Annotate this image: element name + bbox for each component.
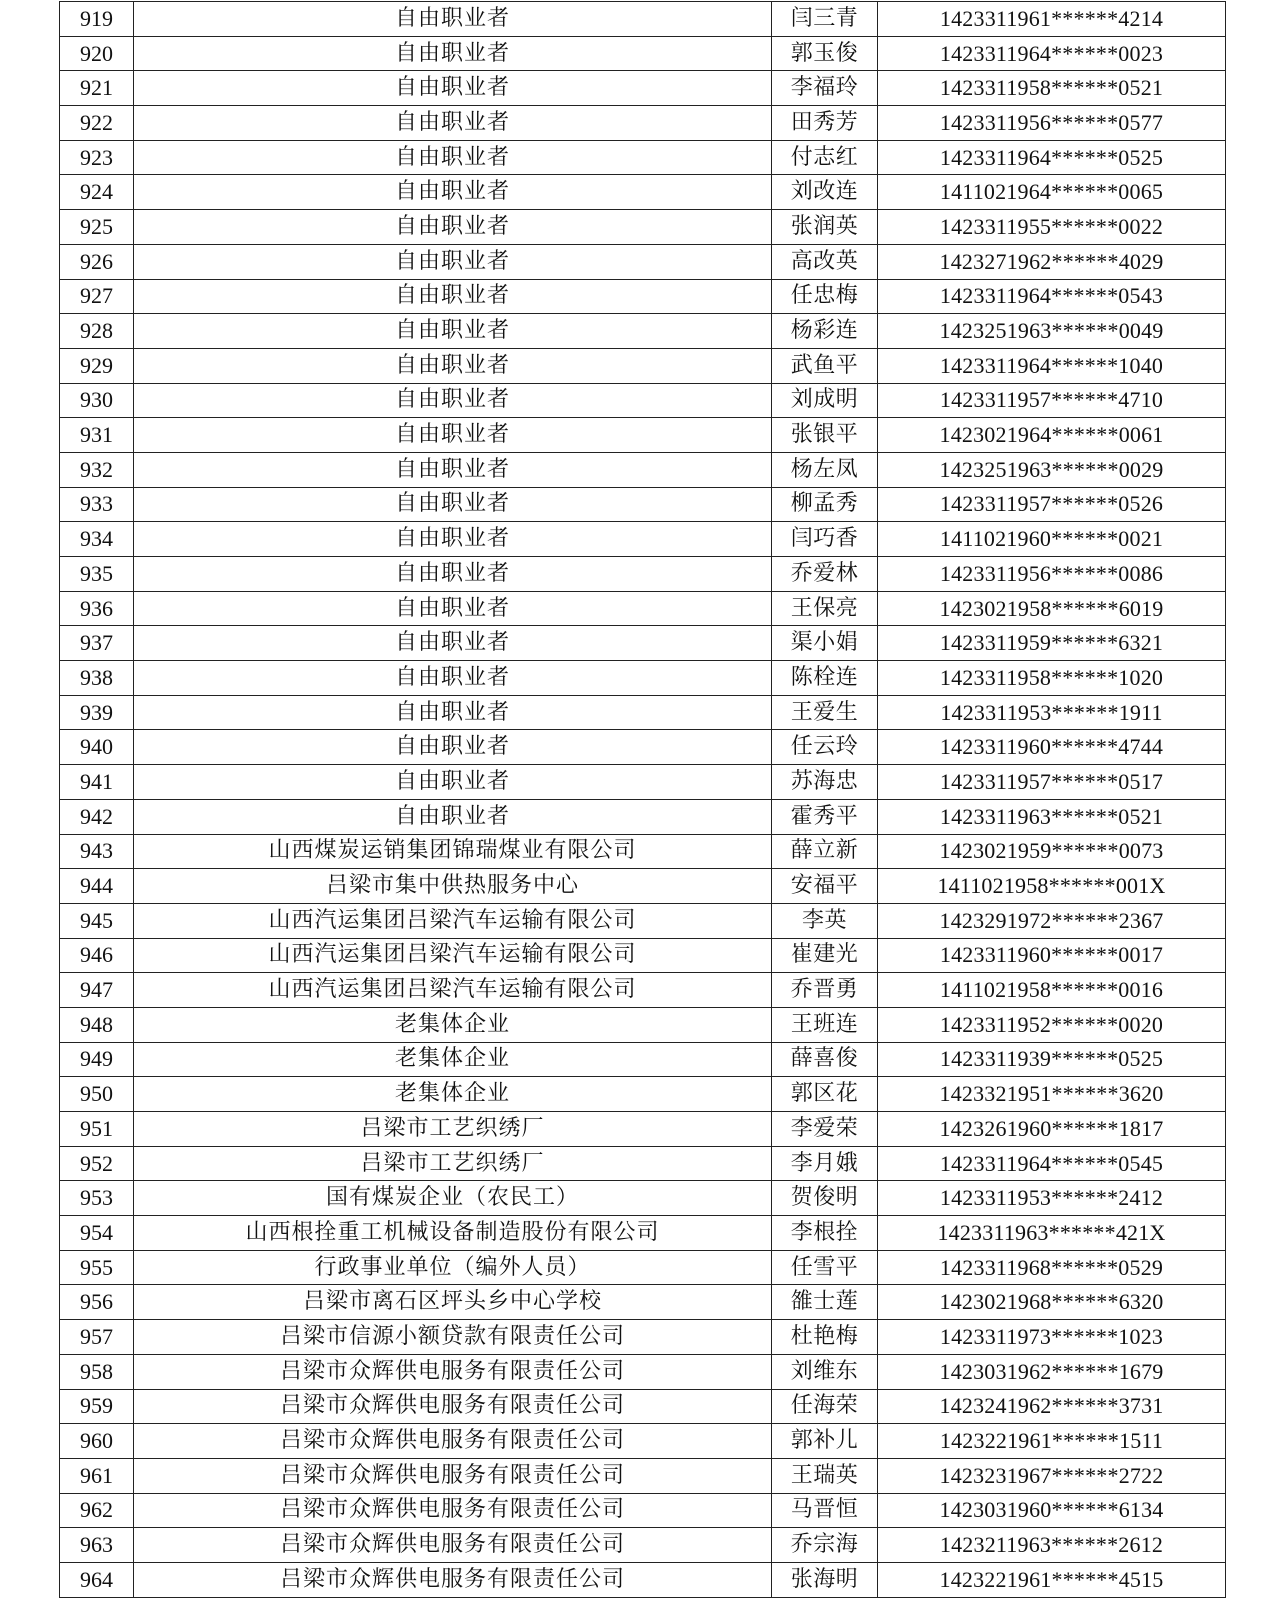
employer-cell: 自由职业者 <box>134 279 772 314</box>
table-row <box>60 626 1226 661</box>
employer-cell: 吕梁市众辉供电服务有限责任公司 <box>134 1424 772 1459</box>
person-name-cell: 乔宗海 <box>772 1528 878 1563</box>
table-row <box>60 1389 1226 1424</box>
row-number-cell: 963 <box>60 1528 134 1563</box>
table-row <box>60 1007 1226 1042</box>
id-number-cell: 1423241962******3731 <box>878 1389 1226 1424</box>
employer-cell: 老集体企业 <box>134 1007 772 1042</box>
row-number-cell: 955 <box>60 1250 134 1285</box>
person-name-cell: 贺俊明 <box>772 1181 878 1216</box>
id-number-cell: 1423311961******4214 <box>878 2 1226 37</box>
person-name-cell: 任雪平 <box>772 1250 878 1285</box>
table-row <box>60 1424 1226 1459</box>
id-number-cell: 1423021964******0061 <box>878 418 1226 453</box>
row-number-cell: 950 <box>60 1077 134 1112</box>
roster-table-body <box>60 2 1226 1598</box>
row-number-cell: 942 <box>60 799 134 834</box>
employer-cell: 自由职业者 <box>134 730 772 765</box>
id-number-cell: 1423311964******0545 <box>878 1146 1226 1181</box>
table-row <box>60 487 1226 522</box>
employer-cell: 吕梁市众辉供电服务有限责任公司 <box>134 1562 772 1597</box>
row-number-cell: 945 <box>60 903 134 938</box>
person-name-cell: 杜艳梅 <box>772 1320 878 1355</box>
row-number-cell: 924 <box>60 175 134 210</box>
id-number-cell: 1423311952******0020 <box>878 1007 1226 1042</box>
employer-cell: 吕梁市工艺织绣厂 <box>134 1112 772 1147</box>
table-row <box>60 1250 1226 1285</box>
person-name-cell: 雒士莲 <box>772 1285 878 1320</box>
row-number-cell: 951 <box>60 1112 134 1147</box>
table-row <box>60 1042 1226 1077</box>
table-row <box>60 2 1226 37</box>
id-number-cell: 1423311968******0529 <box>878 1250 1226 1285</box>
id-number-cell: 1423221961******4515 <box>878 1562 1226 1597</box>
row-number-cell: 947 <box>60 973 134 1008</box>
person-name-cell: 安福平 <box>772 869 878 904</box>
employer-cell: 自由职业者 <box>134 418 772 453</box>
person-name-cell: 张润英 <box>772 210 878 245</box>
person-name-cell: 李福玲 <box>772 71 878 106</box>
table-row <box>60 661 1226 696</box>
row-number-cell: 940 <box>60 730 134 765</box>
table-row <box>60 1493 1226 1528</box>
id-number-cell: 1423311973******1023 <box>878 1320 1226 1355</box>
employer-cell: 自由职业者 <box>134 210 772 245</box>
person-name-cell: 渠小娟 <box>772 626 878 661</box>
person-name-cell: 闫三青 <box>772 2 878 37</box>
employer-cell: 山西煤炭运销集团锦瑞煤业有限公司 <box>134 834 772 869</box>
id-number-cell: 1423211963******2612 <box>878 1528 1226 1563</box>
employer-cell: 自由职业者 <box>134 175 772 210</box>
table-row <box>60 418 1226 453</box>
id-number-cell: 1423311964******1040 <box>878 348 1226 383</box>
row-number-cell: 939 <box>60 695 134 730</box>
table-row <box>60 834 1226 869</box>
row-number-cell: 964 <box>60 1562 134 1597</box>
table-row <box>60 140 1226 175</box>
id-number-cell: 1423311963******0521 <box>878 799 1226 834</box>
table-row <box>60 1216 1226 1251</box>
table-row <box>60 1112 1226 1147</box>
row-number-cell: 922 <box>60 106 134 141</box>
employer-cell: 自由职业者 <box>134 140 772 175</box>
table-row <box>60 383 1226 418</box>
row-number-cell: 944 <box>60 869 134 904</box>
id-number-cell: 1423311964******0023 <box>878 36 1226 71</box>
row-number-cell: 938 <box>60 661 134 696</box>
row-number-cell: 930 <box>60 383 134 418</box>
employer-cell: 自由职业者 <box>134 71 772 106</box>
person-name-cell: 李英 <box>772 903 878 938</box>
row-number-cell: 943 <box>60 834 134 869</box>
person-name-cell: 郭区花 <box>772 1077 878 1112</box>
employer-cell: 吕梁市众辉供电服务有限责任公司 <box>134 1389 772 1424</box>
person-name-cell: 付志红 <box>772 140 878 175</box>
employer-cell: 自由职业者 <box>134 695 772 730</box>
id-number-cell: 1423031960******6134 <box>878 1493 1226 1528</box>
row-number-cell: 926 <box>60 244 134 279</box>
table-row <box>60 522 1226 557</box>
table-row <box>60 799 1226 834</box>
table-row <box>60 1562 1226 1597</box>
id-number-cell: 1423311956******0086 <box>878 557 1226 592</box>
id-number-cell: 1411021958******001X <box>878 869 1226 904</box>
row-number-cell: 959 <box>60 1389 134 1424</box>
id-number-cell: 1423311964******0525 <box>878 140 1226 175</box>
employer-cell: 老集体企业 <box>134 1042 772 1077</box>
table-row <box>60 903 1226 938</box>
row-number-cell: 920 <box>60 36 134 71</box>
row-number-cell: 932 <box>60 452 134 487</box>
row-number-cell: 937 <box>60 626 134 661</box>
employer-cell: 山西汽运集团吕梁汽车运输有限公司 <box>134 903 772 938</box>
id-number-cell: 1423311958******1020 <box>878 661 1226 696</box>
person-name-cell: 崔建光 <box>772 938 878 973</box>
row-number-cell: 952 <box>60 1146 134 1181</box>
person-name-cell: 柳孟秀 <box>772 487 878 522</box>
person-name-cell: 杨左凤 <box>772 452 878 487</box>
employer-cell: 自由职业者 <box>134 661 772 696</box>
id-number-cell: 1423311959******6321 <box>878 626 1226 661</box>
id-number-cell: 1423221961******1511 <box>878 1424 1226 1459</box>
table-row <box>60 1528 1226 1563</box>
employer-cell: 自由职业者 <box>134 452 772 487</box>
id-number-cell: 1423311957******4710 <box>878 383 1226 418</box>
id-number-cell: 1423311957******0517 <box>878 765 1226 800</box>
employer-cell: 吕梁市离石区坪头乡中心学校 <box>134 1285 772 1320</box>
table-row <box>60 452 1226 487</box>
row-number-cell: 958 <box>60 1354 134 1389</box>
id-number-cell: 1423031962******1679 <box>878 1354 1226 1389</box>
employer-cell: 吕梁市集中供热服务中心 <box>134 869 772 904</box>
row-number-cell: 919 <box>60 2 134 37</box>
row-number-cell: 948 <box>60 1007 134 1042</box>
id-number-cell: 1423311957******0526 <box>878 487 1226 522</box>
person-name-cell: 霍秀平 <box>772 799 878 834</box>
id-number-cell: 1423321951******3620 <box>878 1077 1226 1112</box>
employer-cell: 吕梁市众辉供电服务有限责任公司 <box>134 1458 772 1493</box>
person-name-cell: 乔晋勇 <box>772 973 878 1008</box>
id-number-cell: 1423311963******421X <box>878 1216 1226 1251</box>
row-number-cell: 929 <box>60 348 134 383</box>
table-row <box>60 314 1226 349</box>
table-row <box>60 869 1226 904</box>
row-number-cell: 957 <box>60 1320 134 1355</box>
person-name-cell: 闫巧香 <box>772 522 878 557</box>
row-number-cell: 941 <box>60 765 134 800</box>
id-number-cell: 1423021968******6320 <box>878 1285 1226 1320</box>
table-row <box>60 1181 1226 1216</box>
table-row <box>60 348 1226 383</box>
person-name-cell: 郭玉俊 <box>772 36 878 71</box>
table-row <box>60 36 1226 71</box>
person-name-cell: 任云玲 <box>772 730 878 765</box>
id-number-cell: 1423261960******1817 <box>878 1112 1226 1147</box>
employer-cell: 吕梁市信源小额贷款有限责任公司 <box>134 1320 772 1355</box>
row-number-cell: 949 <box>60 1042 134 1077</box>
person-name-cell: 李爱荣 <box>772 1112 878 1147</box>
roster-table <box>59 1 1226 1598</box>
employer-cell: 吕梁市众辉供电服务有限责任公司 <box>134 1528 772 1563</box>
table-row <box>60 175 1226 210</box>
employer-cell: 自由职业者 <box>134 383 772 418</box>
id-number-cell: 1423251963******0049 <box>878 314 1226 349</box>
person-name-cell: 武鱼平 <box>772 348 878 383</box>
employer-cell: 自由职业者 <box>134 626 772 661</box>
table-row <box>60 1146 1226 1181</box>
employer-cell: 山西汽运集团吕梁汽车运输有限公司 <box>134 973 772 1008</box>
table-row <box>60 1354 1226 1389</box>
id-number-cell: 1411021958******0016 <box>878 973 1226 1008</box>
row-number-cell: 925 <box>60 210 134 245</box>
id-number-cell: 1423311939******0525 <box>878 1042 1226 1077</box>
person-name-cell: 张银平 <box>772 418 878 453</box>
row-number-cell: 928 <box>60 314 134 349</box>
id-number-cell: 1423291972******2367 <box>878 903 1226 938</box>
person-name-cell: 王班连 <box>772 1007 878 1042</box>
id-number-cell: 1423271962******4029 <box>878 244 1226 279</box>
id-number-cell: 1423311953******2412 <box>878 1181 1226 1216</box>
person-name-cell: 刘成明 <box>772 383 878 418</box>
employer-cell: 自由职业者 <box>134 591 772 626</box>
table-row <box>60 557 1226 592</box>
employer-cell: 自由职业者 <box>134 2 772 37</box>
person-name-cell: 郭补儿 <box>772 1424 878 1459</box>
employer-cell: 山西汽运集团吕梁汽车运输有限公司 <box>134 938 772 973</box>
id-number-cell: 1411021960******0021 <box>878 522 1226 557</box>
person-name-cell: 薛立新 <box>772 834 878 869</box>
row-number-cell: 956 <box>60 1285 134 1320</box>
row-number-cell: 935 <box>60 557 134 592</box>
person-name-cell: 任忠梅 <box>772 279 878 314</box>
row-number-cell: 923 <box>60 140 134 175</box>
id-number-cell: 1423311956******0577 <box>878 106 1226 141</box>
employer-cell: 自由职业者 <box>134 799 772 834</box>
id-number-cell: 1423311964******0543 <box>878 279 1226 314</box>
employer-cell: 自由职业者 <box>134 36 772 71</box>
person-name-cell: 王保亮 <box>772 591 878 626</box>
person-name-cell: 杨彩连 <box>772 314 878 349</box>
employer-cell: 自由职业者 <box>134 348 772 383</box>
id-number-cell: 1423021958******6019 <box>878 591 1226 626</box>
row-number-cell: 962 <box>60 1493 134 1528</box>
row-number-cell: 927 <box>60 279 134 314</box>
table-row <box>60 1285 1226 1320</box>
employer-cell: 老集体企业 <box>134 1077 772 1112</box>
employer-cell: 吕梁市众辉供电服务有限责任公司 <box>134 1354 772 1389</box>
person-name-cell: 刘改连 <box>772 175 878 210</box>
table-row <box>60 695 1226 730</box>
employer-cell: 自由职业者 <box>134 106 772 141</box>
employer-cell: 行政事业单位（编外人员） <box>134 1250 772 1285</box>
table-row <box>60 938 1226 973</box>
person-name-cell: 刘维东 <box>772 1354 878 1389</box>
employer-cell: 自由职业者 <box>134 487 772 522</box>
employer-cell: 自由职业者 <box>134 557 772 592</box>
id-number-cell: 1423231967******2722 <box>878 1458 1226 1493</box>
employer-cell: 吕梁市工艺织绣厂 <box>134 1146 772 1181</box>
person-name-cell: 张海明 <box>772 1562 878 1597</box>
row-number-cell: 946 <box>60 938 134 973</box>
row-number-cell: 931 <box>60 418 134 453</box>
id-number-cell: 1423251963******0029 <box>878 452 1226 487</box>
id-number-cell: 1423311960******0017 <box>878 938 1226 973</box>
table-row <box>60 106 1226 141</box>
person-name-cell: 李月娥 <box>772 1146 878 1181</box>
person-name-cell: 乔爱林 <box>772 557 878 592</box>
table-row <box>60 973 1226 1008</box>
person-name-cell: 王瑞英 <box>772 1458 878 1493</box>
table-row <box>60 730 1226 765</box>
id-number-cell: 1423311953******1911 <box>878 695 1226 730</box>
row-number-cell: 954 <box>60 1216 134 1251</box>
row-number-cell: 961 <box>60 1458 134 1493</box>
table-row <box>60 279 1226 314</box>
table-row <box>60 71 1226 106</box>
employer-cell: 自由职业者 <box>134 522 772 557</box>
person-name-cell: 任海荣 <box>772 1389 878 1424</box>
employer-cell: 自由职业者 <box>134 314 772 349</box>
employer-cell: 吕梁市众辉供电服务有限责任公司 <box>134 1493 772 1528</box>
employer-cell: 山西根拴重工机械设备制造股份有限公司 <box>134 1216 772 1251</box>
table-row <box>60 591 1226 626</box>
id-number-cell: 1423311960******4744 <box>878 730 1226 765</box>
id-number-cell: 1423311955******0022 <box>878 210 1226 245</box>
table-row <box>60 1077 1226 1112</box>
person-name-cell: 苏海忠 <box>772 765 878 800</box>
table-row <box>60 1320 1226 1355</box>
table-row <box>60 1458 1226 1493</box>
row-number-cell: 953 <box>60 1181 134 1216</box>
row-number-cell: 936 <box>60 591 134 626</box>
person-name-cell: 王爱生 <box>772 695 878 730</box>
person-name-cell: 薛喜俊 <box>772 1042 878 1077</box>
row-number-cell: 960 <box>60 1424 134 1459</box>
row-number-cell: 933 <box>60 487 134 522</box>
table-row <box>60 210 1226 245</box>
person-name-cell: 陈栓连 <box>772 661 878 696</box>
employer-cell: 国有煤炭企业（农民工） <box>134 1181 772 1216</box>
person-name-cell: 田秀芳 <box>772 106 878 141</box>
id-number-cell: 1423311958******0521 <box>878 71 1226 106</box>
table-row <box>60 765 1226 800</box>
employer-cell: 自由职业者 <box>134 244 772 279</box>
row-number-cell: 934 <box>60 522 134 557</box>
table-row <box>60 244 1226 279</box>
row-number-cell: 921 <box>60 71 134 106</box>
id-number-cell: 1411021964******0065 <box>878 175 1226 210</box>
person-name-cell: 李根拴 <box>772 1216 878 1251</box>
employer-cell: 自由职业者 <box>134 765 772 800</box>
id-number-cell: 1423021959******0073 <box>878 834 1226 869</box>
person-name-cell: 马晋恒 <box>772 1493 878 1528</box>
person-name-cell: 高改英 <box>772 244 878 279</box>
